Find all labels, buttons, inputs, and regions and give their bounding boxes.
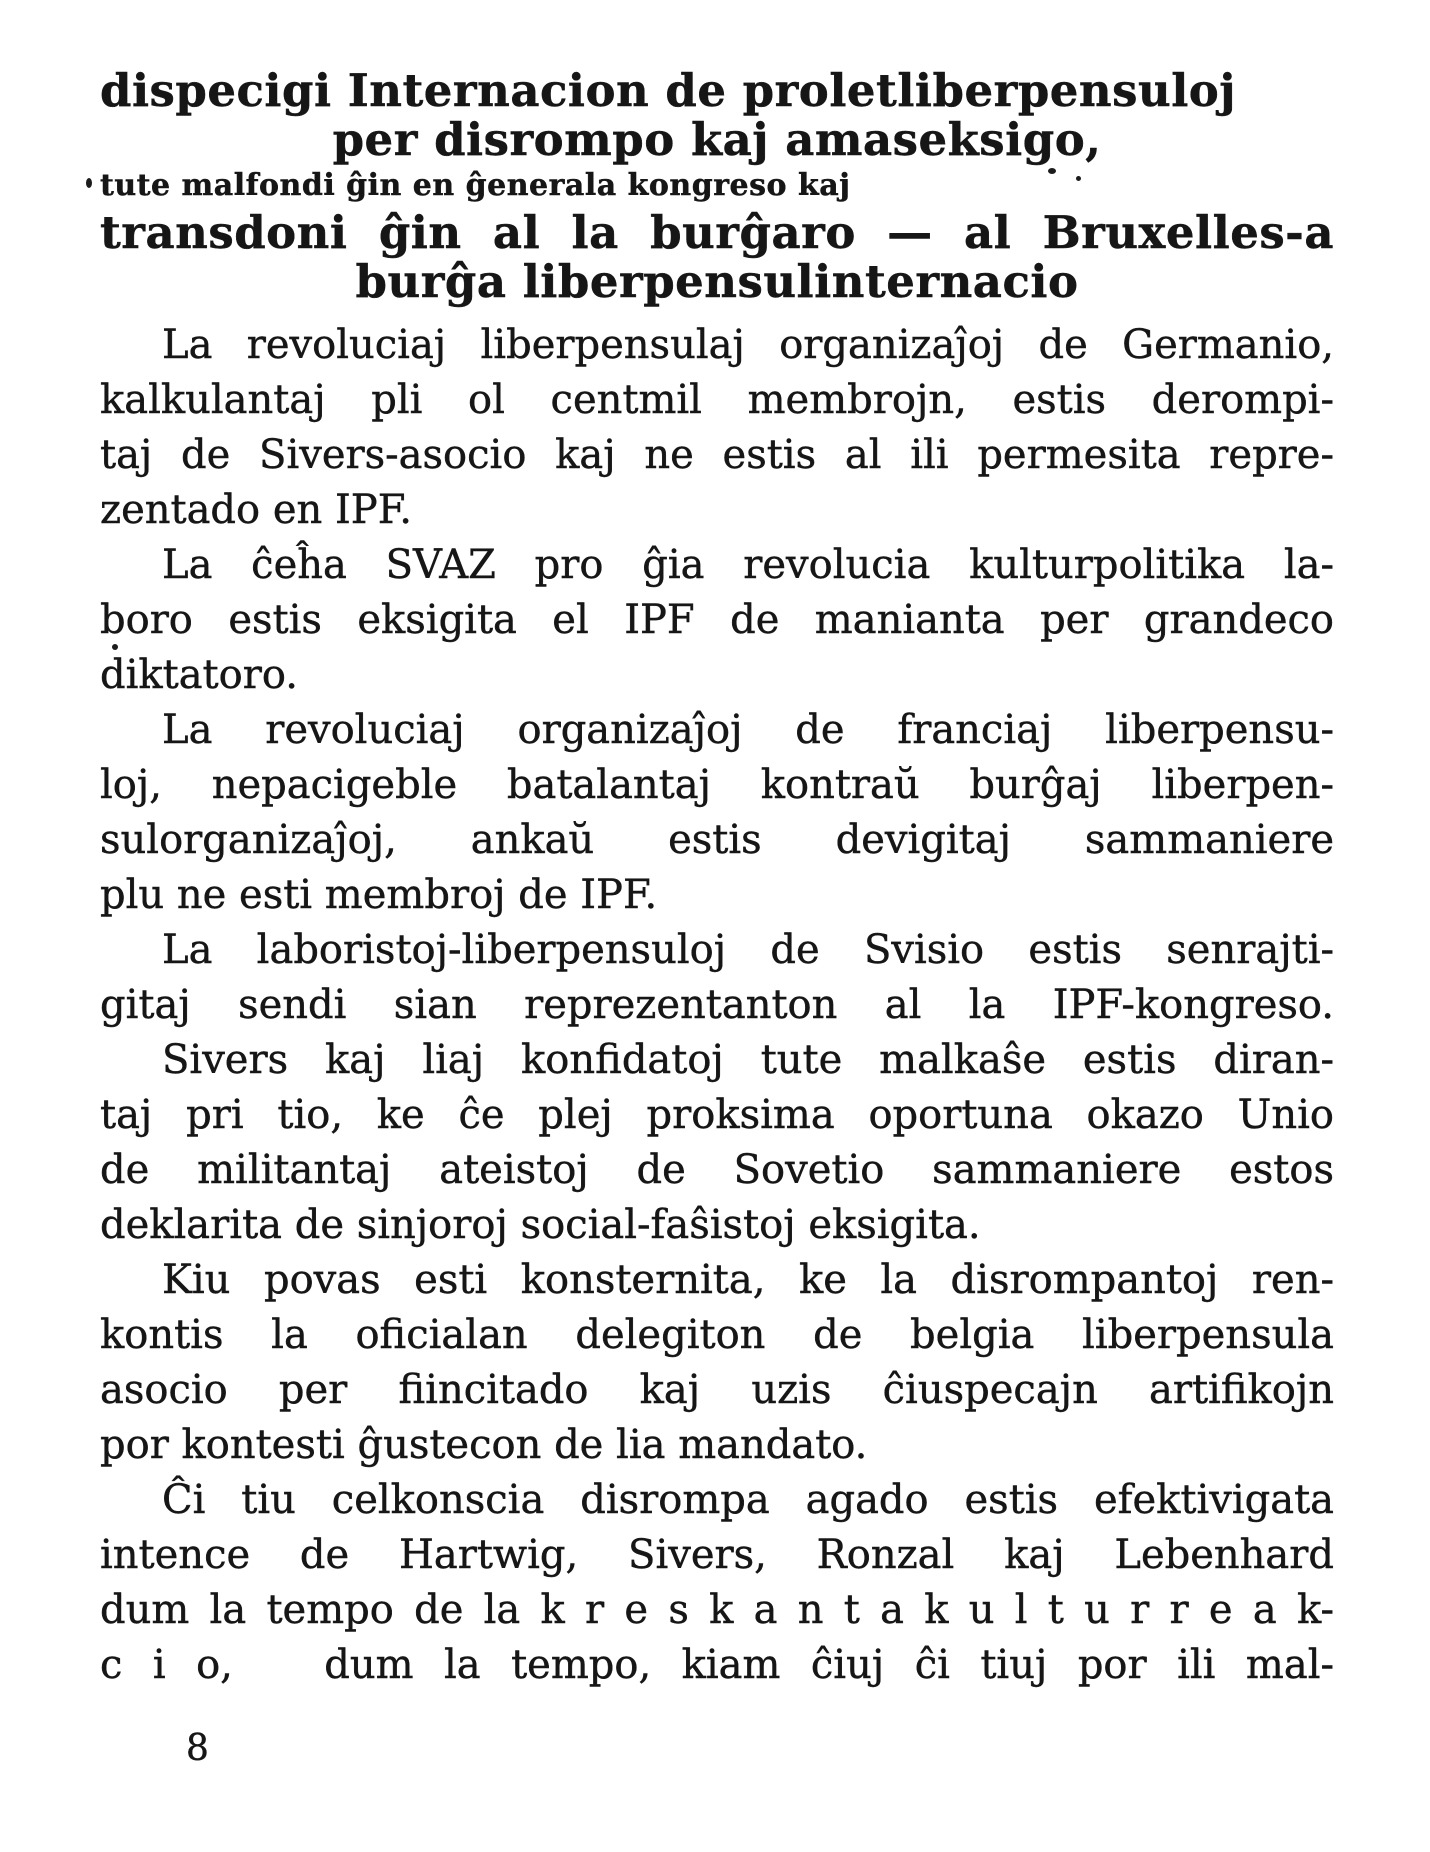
text-line: gitaj sendi sian reprezentanton al la IPF-kongreso. xyxy=(100,982,1334,1028)
heading-line: transdoni ĝin al la burĝaro — al Bruxelles-a xyxy=(100,206,1334,259)
text-line: kalkulantaj pli ol centmil membrojn, estis derompi- xyxy=(100,377,1334,423)
text-line: Sivers kaj liaj konfidatoj tute malkaŝe estis diran- xyxy=(162,1037,1334,1083)
text-line: por kontesti ĝustecon de lia mandato. xyxy=(100,1422,868,1468)
text-line: dum la tempo de la k r e s k a n t a k u l t u r r e a k- xyxy=(100,1587,1334,1633)
text-line: de militantaj ateistoj de Sovetio sammaniere estos xyxy=(100,1147,1334,1193)
ink-speck xyxy=(1076,176,1081,181)
heading-line: burĝa liberpensulinternacio xyxy=(355,255,1079,308)
text-line: boro estis eksigita el IPF de manianta per grandeco xyxy=(100,597,1334,643)
page-number: 8 xyxy=(186,1728,209,1769)
text-line: Ĉi tiu celkonscia disrompa agado estis efektivigata xyxy=(162,1477,1334,1523)
text-line: c i o, dum la tempo, kiam ĉiuj ĉi tiuj por ili mal- xyxy=(100,1642,1334,1688)
text-line: La revoluciaj organizaĵoj de franciaj liberpensu- xyxy=(162,707,1334,753)
text-line: La revoluciaj liberpensulaj organizaĵoj de Germanio, xyxy=(162,322,1334,368)
chapter-heading xyxy=(100,66,1334,306)
text-line: zentado en IPF. xyxy=(100,487,412,533)
heading-line: tute malfondi ĝin en ĝenerala kongreso kaj xyxy=(100,168,851,203)
heading-line: dispecigi Internacion de proletliberpensuloj xyxy=(100,64,1237,117)
text-line: La ĉeĥa SVAZ pro ĝia revolucia kulturpolitika la- xyxy=(162,542,1334,588)
text-line: taj de Sivers-asocio kaj ne estis al ili permesita repre- xyxy=(100,432,1334,478)
text-line: deklarita de sinjoroj social-faŝistoj eksigita. xyxy=(100,1202,981,1248)
ink-speck xyxy=(112,644,118,650)
text-line: Kiu povas esti konsternita, ke la disrompantoj ren- xyxy=(162,1257,1334,1303)
text-line: sulorganizaĵoj, ankaŭ estis devigitaj sammaniere xyxy=(100,817,1334,863)
ink-speck xyxy=(1048,168,1056,174)
heading-line: per disrompo kaj amaseksigo, xyxy=(332,113,1102,166)
text-line: diktatoro. xyxy=(100,652,298,698)
text-line: loj, nepacigeble batalantaj kontraŭ burĝaj liberpen- xyxy=(100,762,1334,808)
text-line: La laboristoj-liberpensuloj de Svisio estis senrajti- xyxy=(162,927,1334,973)
text-line: taj pri tio, ke ĉe plej proksima oportuna okazo Unio xyxy=(100,1092,1334,1138)
text-line: intence de Hartwig, Sivers, Ronzal kaj Lebenhard xyxy=(100,1532,1334,1578)
ink-speck xyxy=(86,178,92,188)
text-line: asocio per fiincitado kaj uzis ĉiuspecajn artifikojn xyxy=(100,1367,1334,1413)
text-line: plu ne esti membroj de IPF. xyxy=(100,872,658,918)
text-line: kontis la oficialan delegiton de belgia liberpensula xyxy=(100,1312,1334,1358)
page-body xyxy=(100,318,1334,1693)
